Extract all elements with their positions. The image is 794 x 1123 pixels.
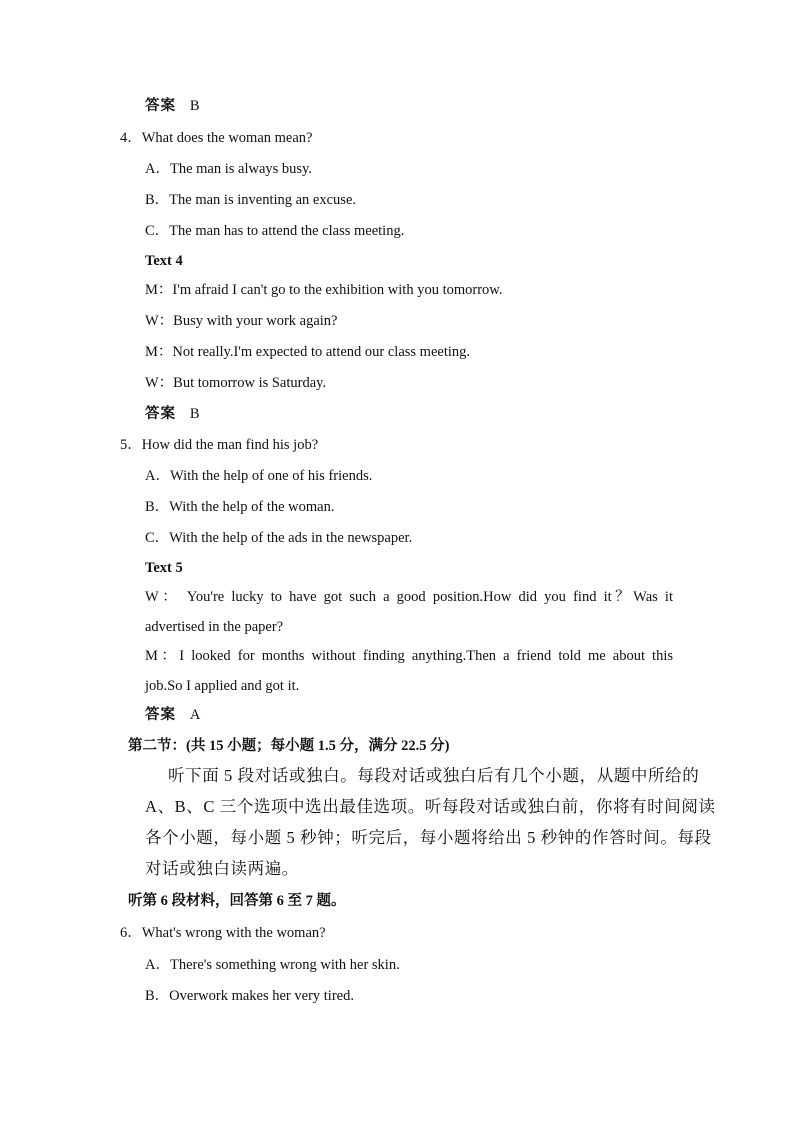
text-5-title: Text 5: [145, 560, 183, 576]
dialogue-line: advertised in the paper?: [145, 619, 284, 635]
answer-label: 答案: [145, 98, 176, 114]
material-note: 听第 6 段材料，回答第 6 至 7 题。: [128, 893, 346, 909]
dialogue-line: W： You're lucky to have got such a good position.How did you find it？Was it: [145, 589, 673, 605]
instruction-line: 各个小题，每小题 5 秒钟；听完后，每小题将给出 5 秒钟的作答时间。每段: [145, 828, 712, 847]
answer-line-q5: [145, 705, 201, 725]
dialogue-line: M：I looked for months without finding anything.Then a friend told me about this: [145, 648, 673, 664]
answer-label: 答案: [145, 406, 176, 422]
instruction-line: 对话或独白读两遍。: [145, 859, 299, 878]
dialogue-line: W：Busy with your work again?: [145, 313, 338, 329]
question-4: 4．What does the woman mean?: [120, 130, 313, 146]
answer-value: B: [189, 406, 201, 422]
answer-value: A: [189, 707, 202, 723]
dialogue-line: W：But tomorrow is Saturday.: [145, 375, 327, 391]
question-5: 5．How did the man find his job?: [120, 437, 319, 453]
option-6b: B．Overwork makes her very tired.: [145, 988, 354, 1004]
option-5c: C．With the help of the ads in the newspaper.: [145, 530, 413, 546]
option-4c: C．The man has to attend the class meeting.: [145, 223, 405, 239]
option-4b: B．The man is inventing an excuse.: [145, 192, 357, 208]
text-4-title: Text 4: [145, 253, 183, 269]
option-5b: B．With the help of the woman.: [145, 499, 335, 515]
instruction-line: A、B、C 三个选项中选出最佳选项。听每段对话或独白前，你将有时间阅读: [145, 797, 716, 816]
option-5a: A．With the help of one of his friends.: [145, 468, 373, 484]
dialogue-line: M：Not really.I'm expected to attend our class meeting.: [145, 344, 471, 360]
answer-value: B: [189, 98, 201, 114]
answer-label: 答案: [145, 707, 176, 723]
instruction-line: 听下面 5 段对话或独白。每段对话或独白后有几个小题，从题中所给的: [168, 766, 700, 785]
dialogue-line: M：I'm afraid I can't go to the exhibition with you tomorrow.: [145, 282, 503, 298]
answer-line-q3: [145, 96, 201, 116]
question-6: 6．What's wrong with the woman?: [120, 925, 326, 941]
option-4a: A．The man is always busy.: [145, 161, 312, 177]
dialogue-line: job.So I applied and got it.: [145, 678, 300, 694]
option-6a: A．There's something wrong with her skin.: [145, 957, 400, 973]
section-heading: 第二节：(共 15 小题；每小题 1.5 分，满分 22.5 分): [128, 738, 450, 754]
answer-line-q4: [145, 404, 201, 424]
